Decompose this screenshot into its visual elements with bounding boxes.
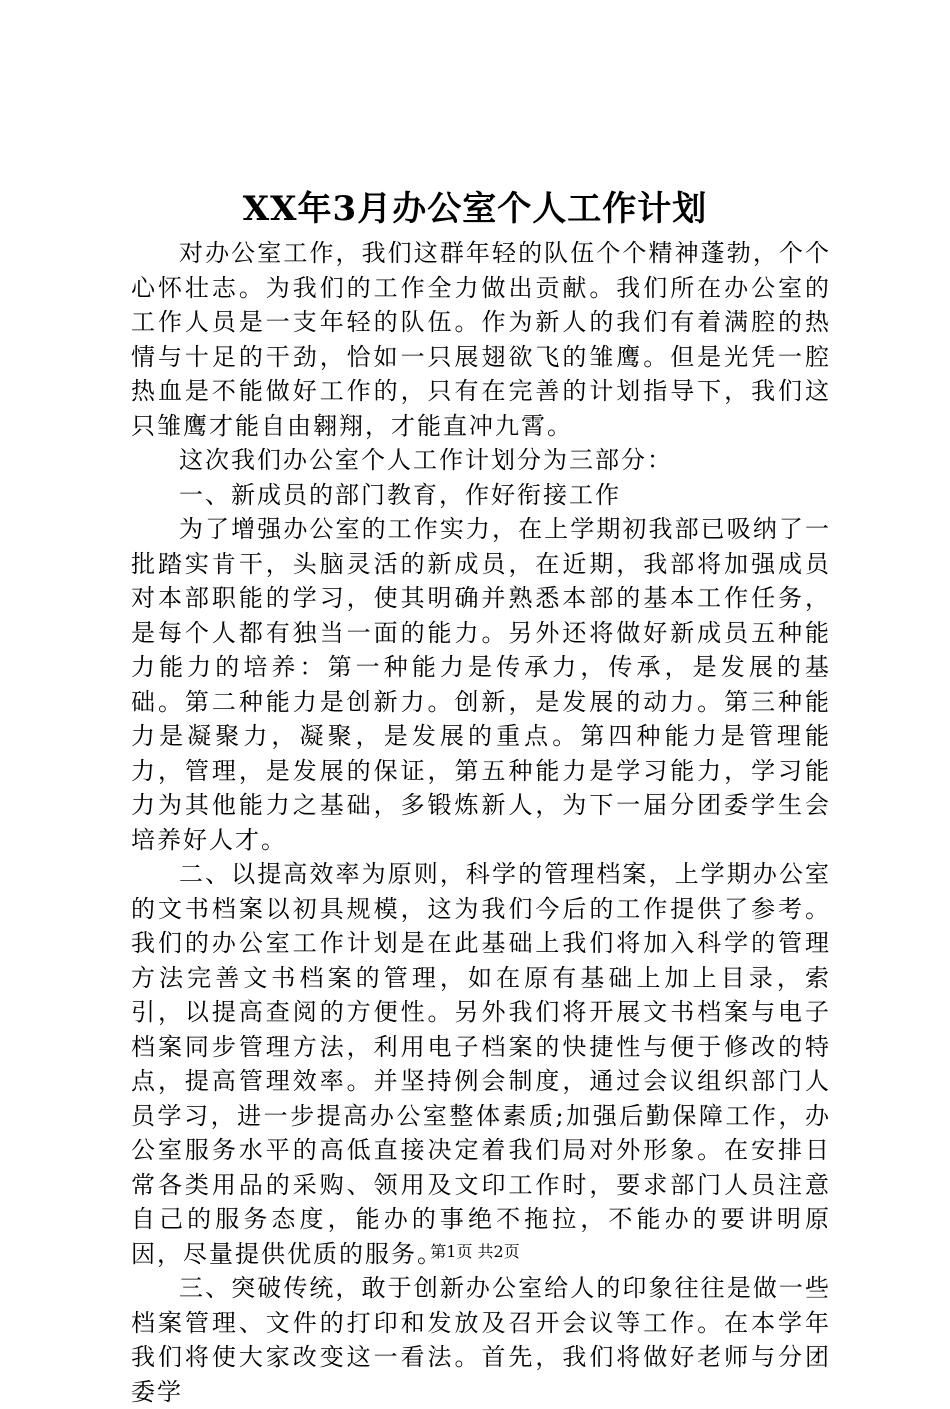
paragraph: 二、以提高效率为原则，科学的管理档案，上学期办公室的文书档案以初具规模，这为我们今后的工作提供了参考。我们的办公室工作计划是在此基础上我们将加入科学的管理方法完善文书档案的管理，如在原有基础上加上目录，索引，以提高查阅的方便性。另外我们将开展文书档案与电子档案同步管理方法，利用电子档案的快捷性与便于修改的特点，提高管理效率。并坚持例会制度，通过会议组织部门人员学习，进一步提高办公室整体素质;加强后勤保障工作，办公室服务水平的高低直接决定着我们局对外形象。在安排日常各类用品的采购、领用及文印工作时，要求部门人员注意自己的服务态度，能办的事绝不拖拉，不能办的要讲明原因，尽量提供优质的服务。	[131, 860, 831, 1268]
paragraph: 对办公室工作，我们这群年轻的队伍个个精神蓬勃，个个心怀壮志。为我们的工作全力做出贡献。我们所在办公室的工作人员是一支年轻的队伍。作为新人的我们有着满腔的热情与十足的干劲，恰如一只展翅欲飞的雏鹰。但是光凭一腔热血是不能做好工作的，只有在完善的计划指导下，我们这只雏鹰才能自由翱翔，才能直冲九霄。	[131, 239, 831, 440]
paragraph: 为了增强办公室的工作实力，在上学期初我部已吸纳了一批踏实肯干，头脑灵活的新成员，在近期，我部将加强成员对本部职能的学习，使其明确并熟悉本部的基本工作任务，是每个人都有独当一面的能力。另外还将做好新成员五种能力能力的培养：第一种能力是传承力，传承，是发展的基础。第二种能力是创新力。创新，是发展的动力。第三种能力是凝聚力，凝聚，是发展的重点。第四种能力是管理能力，管理，是发展的保证，第五种能力是学习能力，学习能力为其他能力之基础，多锻炼新人，为下一届分团委学生会培养好人才。	[131, 515, 831, 854]
document-body	[131, 236, 831, 1409]
document-title: XX年3月办公室个人工作计划	[242, 189, 708, 229]
paragraph: 这次我们办公室个人工作计划分为三部分：	[179, 446, 673, 474]
section-heading: 一、新成员的部门教育，作好衔接工作	[179, 480, 621, 509]
paragraph: 三、突破传统，敢于创新办公室给人的印象往往是做一些档案管理、文件的打印和发放及召开会议等工作。在本学年我们将使大家改变这一看法。首先，我们将做好老师与分团委学	[131, 1274, 831, 1406]
page-footer: 第1页 共2页	[430, 1242, 520, 1261]
